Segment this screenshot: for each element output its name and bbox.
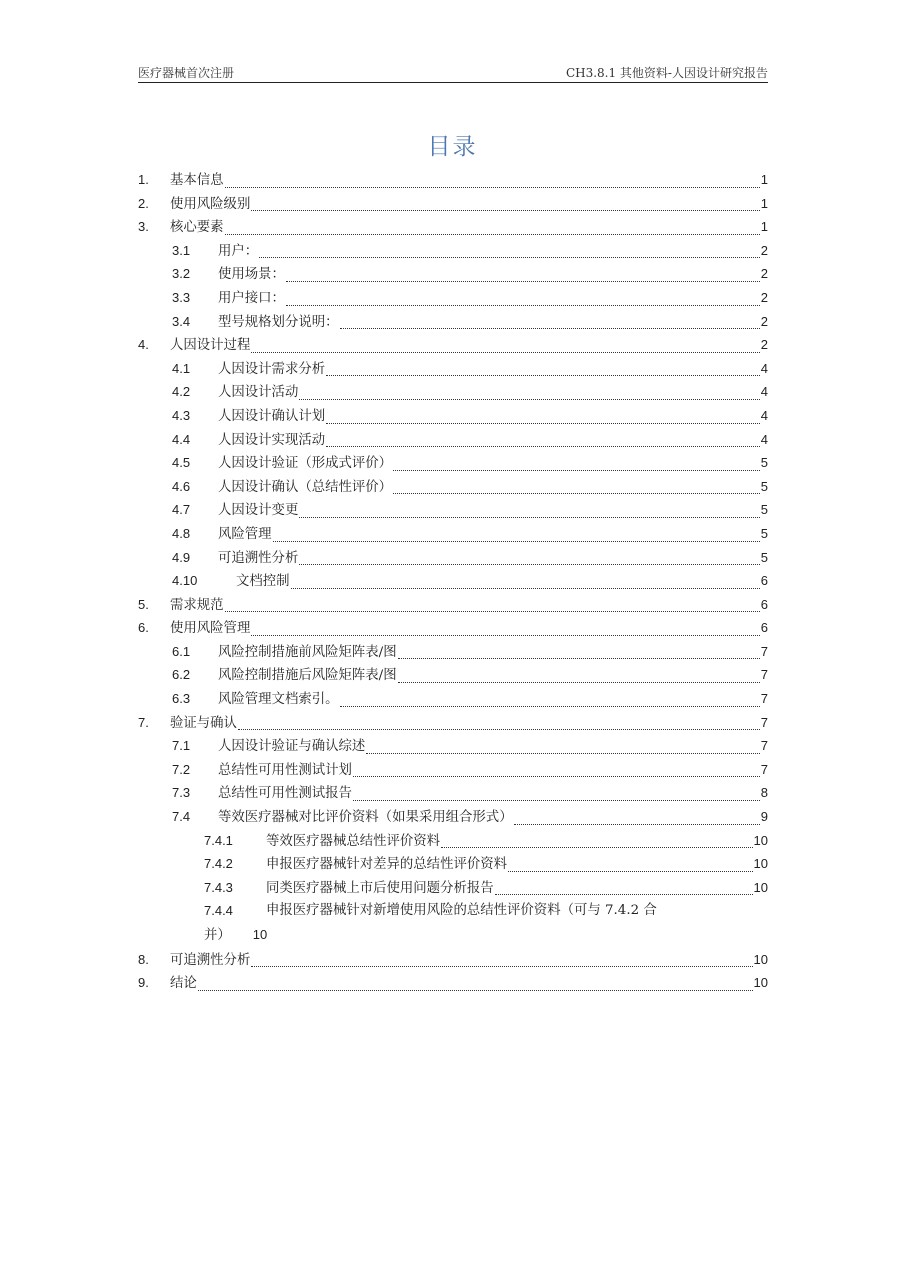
toc-entry-page: 10 xyxy=(252,927,268,942)
toc-entry-text: 使用风险管理 xyxy=(170,621,251,637)
toc-entry-page: 1 xyxy=(760,172,768,187)
toc-entry-page: 2 xyxy=(760,266,768,282)
toc-entry-number: 4.4 xyxy=(172,431,191,447)
toc-entry-page: 4 xyxy=(760,431,768,447)
toc-entry-number: 4.3 xyxy=(172,407,191,423)
toc-entry[interactable] xyxy=(138,734,768,758)
toc-entry-number: 3.2 xyxy=(172,266,191,282)
toc-entry-number: 4.8 xyxy=(172,525,191,541)
toc-entry-text: 总结性可用性测试报告 xyxy=(218,786,352,802)
toc-entry[interactable] xyxy=(138,215,768,239)
table-of-contents xyxy=(138,168,768,995)
toc-entry[interactable] xyxy=(138,640,768,664)
toc-dot-leader xyxy=(326,445,760,447)
toc-entry-page: 9 xyxy=(760,809,768,825)
toc-entry-page: 5 xyxy=(760,549,768,565)
toc-entry-text: 人因设计实现活动 xyxy=(218,432,326,448)
toc-entry[interactable] xyxy=(138,475,768,499)
toc-entry[interactable] xyxy=(138,428,768,452)
toc-entry-page: 10 xyxy=(753,879,768,895)
toc-dot-leader xyxy=(286,304,760,306)
toc-entry-page: 2 xyxy=(760,313,768,329)
toc-dot-leader xyxy=(340,327,760,329)
toc-entry-page: 2 xyxy=(760,242,768,258)
toc-dot-leader xyxy=(286,280,760,282)
toc-entry-number: 9. xyxy=(138,975,149,991)
toc-dot-leader xyxy=(398,681,760,683)
toc-entry[interactable] xyxy=(138,876,768,900)
toc-entry-text: 核心要素 xyxy=(170,220,224,236)
toc-entry[interactable] xyxy=(138,758,768,782)
toc-entry[interactable] xyxy=(138,852,768,876)
toc-entry-text: 等效医疗器械对比评价资料（如果采用组合形式） xyxy=(218,810,513,826)
toc-entry-page: 7 xyxy=(760,761,768,777)
toc-entry-text: 人因设计确认（总结性评价） xyxy=(218,479,393,495)
toc-entry-number: 4.1 xyxy=(172,360,191,376)
toc-entry-text: 使用场景： xyxy=(218,267,285,283)
toc-entry-page: 5 xyxy=(760,455,768,471)
toc-dot-leader xyxy=(238,728,760,730)
toc-entry[interactable] xyxy=(138,262,768,286)
toc-entry-number: 4.2 xyxy=(172,384,191,400)
toc-dot-leader xyxy=(508,870,753,872)
toc-entry-number: 7.4.3 xyxy=(204,879,233,895)
toc-entry[interactable] xyxy=(138,781,768,805)
toc-entry-text: 结论 xyxy=(170,976,197,992)
page-header xyxy=(138,62,768,82)
toc-entry-number: 4.5 xyxy=(172,455,191,471)
toc-entry-text: 可追溯性分析 xyxy=(218,550,299,566)
toc-entry[interactable] xyxy=(138,404,768,428)
toc-entry[interactable] xyxy=(138,239,768,263)
toc-entry-text: 用户接口： xyxy=(218,290,285,306)
toc-dot-leader xyxy=(225,233,760,235)
toc-dot-leader xyxy=(299,563,759,565)
toc-entry-number: 6. xyxy=(138,620,149,636)
toc-entry-number: 7.2 xyxy=(172,761,191,777)
toc-entry-text-continued: 并） xyxy=(204,928,231,943)
toc-dot-leader xyxy=(398,657,760,659)
toc-dot-leader xyxy=(393,492,760,494)
toc-dot-leader xyxy=(251,634,759,636)
toc-entry-number: 7. xyxy=(138,714,149,730)
toc-entry-page: 2 xyxy=(760,289,768,305)
toc-dot-leader xyxy=(259,256,760,258)
toc-dot-leader xyxy=(299,398,759,400)
toc-entry-number: 4. xyxy=(138,337,149,353)
toc-entry-number: 3.4 xyxy=(172,313,191,329)
toc-entry-page: 6 xyxy=(760,573,768,589)
toc-entry-page: 4 xyxy=(760,384,768,400)
toc-entry-number: 2. xyxy=(138,195,149,211)
toc-entry[interactable] xyxy=(138,829,768,853)
toc-entry-number: 4.6 xyxy=(172,478,191,494)
toc-entry-page: 1 xyxy=(760,195,768,211)
toc-entry-text: 人因设计变更 xyxy=(218,503,299,519)
toc-entry[interactable] xyxy=(138,948,768,972)
toc-entry-text: 使用风险级别 xyxy=(170,196,251,212)
toc-dot-leader xyxy=(251,209,759,211)
toc-entry-page: 10 xyxy=(753,832,768,848)
toc-dot-leader xyxy=(393,469,760,471)
toc-entry-text: 风险控制措施后风险矩阵表/图 xyxy=(218,668,397,684)
toc-dot-leader xyxy=(514,823,760,825)
toc-entry-page: 7 xyxy=(760,643,768,659)
toc-entry-page: 10 xyxy=(753,975,768,991)
toc-entry[interactable] xyxy=(138,286,768,310)
toc-dot-leader xyxy=(299,516,759,518)
toc-entry-text: 申报医疗器械针对新增使用风险的总结性评价资料（可与 7.4.2 合 xyxy=(266,903,657,919)
toc-title: 目录 xyxy=(427,134,478,160)
toc-dot-leader xyxy=(198,989,753,991)
toc-entry[interactable] xyxy=(138,711,768,735)
toc-entry-number: 8. xyxy=(138,951,149,967)
toc-entry-page: 7 xyxy=(760,667,768,683)
toc-entry[interactable] xyxy=(138,333,768,357)
toc-entry[interactable] xyxy=(138,192,768,216)
toc-entry-text: 人因设计过程 xyxy=(170,338,251,354)
toc-dot-leader xyxy=(225,610,760,612)
toc-dot-leader xyxy=(495,893,753,895)
toc-entry-page: 5 xyxy=(760,502,768,518)
toc-entry-number: 4.7 xyxy=(172,502,191,518)
toc-entry-page: 4 xyxy=(760,360,768,376)
toc-dot-leader xyxy=(340,705,760,707)
header-rule xyxy=(138,82,768,83)
toc-entry[interactable] xyxy=(138,569,768,593)
toc-entry-text: 用户： xyxy=(218,243,259,259)
toc-entry-text: 型号规格划分说明： xyxy=(218,314,339,330)
toc-entry-text: 人因设计验证与确认综述 xyxy=(218,739,366,755)
toc-entry-text: 可追溯性分析 xyxy=(170,952,251,968)
toc-entry-text: 人因设计需求分析 xyxy=(218,361,326,377)
toc-entry-number: 5. xyxy=(138,596,149,612)
toc-dot-leader xyxy=(353,799,760,801)
toc-entry-number: 4.9 xyxy=(172,549,191,565)
toc-entry-number: 6.2 xyxy=(172,667,191,683)
toc-entry-page: 7 xyxy=(760,738,768,754)
toc-entry-text: 验证与确认 xyxy=(170,715,237,731)
toc-entry[interactable] xyxy=(138,451,768,475)
toc-entry-number: 6.3 xyxy=(172,691,191,707)
header-right: CH3.8.1 其他资料-人因设计研究报告 xyxy=(565,66,768,80)
toc-dot-leader xyxy=(251,351,759,353)
toc-entry[interactable] xyxy=(138,546,768,570)
toc-entry-number: 6.1 xyxy=(172,643,191,659)
toc-dot-leader xyxy=(441,846,752,848)
toc-entry-number: 7.4 xyxy=(172,809,191,825)
toc-entry[interactable] xyxy=(138,310,768,334)
toc-dot-leader xyxy=(326,374,760,376)
toc-entry[interactable] xyxy=(138,593,768,617)
toc-dot-leader xyxy=(366,752,759,754)
toc-entry-page: 6 xyxy=(760,596,768,612)
toc-entry[interactable] xyxy=(138,663,768,687)
toc-dot-leader xyxy=(225,186,760,188)
toc-entry[interactable] xyxy=(138,357,768,381)
toc-entry-page: 8 xyxy=(760,785,768,801)
toc-entry-page: 2 xyxy=(760,337,768,353)
toc-entry[interactable] xyxy=(138,899,768,947)
toc-entry[interactable] xyxy=(138,805,768,829)
toc-entry-number: 7.4.1 xyxy=(204,832,233,848)
toc-entry-page: 7 xyxy=(760,691,768,707)
toc-entry-number: 3.1 xyxy=(172,242,191,258)
toc-entry-text: 文档控制 xyxy=(236,574,290,590)
toc-entry-text: 基本信息 xyxy=(170,173,224,188)
toc-dot-leader xyxy=(326,422,760,424)
toc-entry-text: 同类医疗器械上市后使用问题分析报告 xyxy=(266,880,494,896)
toc-entry-number: 4.10 xyxy=(172,573,198,589)
toc-entry[interactable] xyxy=(138,380,768,404)
toc-entry-number: 7.3 xyxy=(172,785,191,801)
toc-dot-leader xyxy=(251,965,752,967)
toc-entry-number: 7.4.4 xyxy=(204,903,233,919)
toc-entry[interactable] xyxy=(138,168,768,192)
toc-entry-text: 风险管理 xyxy=(218,526,272,542)
toc-entry-page: 5 xyxy=(760,478,768,494)
toc-entry-page: 6 xyxy=(760,620,768,636)
toc-entry[interactable] xyxy=(138,616,768,640)
toc-entry-page: 7 xyxy=(760,714,768,730)
toc-entry-page: 1 xyxy=(760,219,768,235)
toc-entry-text: 人因设计确认计划 xyxy=(218,408,326,424)
toc-entry-number: 7.1 xyxy=(172,738,191,754)
toc-dot-leader xyxy=(291,587,760,589)
toc-entry-text: 总结性可用性测试计划 xyxy=(218,762,352,778)
toc-entry-text: 人因设计活动 xyxy=(218,385,299,401)
toc-entry-text: 人因设计验证（形成式评价） xyxy=(218,456,393,472)
toc-entry-number: 3.3 xyxy=(172,289,191,305)
toc-entry[interactable] xyxy=(138,687,768,711)
toc-dot-leader xyxy=(353,775,760,777)
toc-entry[interactable] xyxy=(138,522,768,546)
toc-dot-leader xyxy=(273,540,760,542)
toc-entry-text: 等效医疗器械总结性评价资料 xyxy=(266,833,441,849)
toc-entry-number: 3. xyxy=(138,219,149,235)
toc-entry-page: 10 xyxy=(753,856,768,872)
toc-entry[interactable] xyxy=(138,971,768,995)
toc-entry[interactable] xyxy=(138,498,768,522)
toc-entry-number: 7.4.2 xyxy=(204,856,233,872)
toc-entry-number: 1. xyxy=(138,172,149,187)
toc-entry-page: 10 xyxy=(753,951,768,967)
header-left: 医疗器械首次注册 xyxy=(138,66,235,80)
toc-entry-text: 风险控制措施前风险矩阵表/图 xyxy=(218,644,397,660)
toc-entry-page: 5 xyxy=(760,525,768,541)
toc-entry-text: 风险管理文档索引。 xyxy=(218,692,339,708)
toc-entry-text: 申报医疗器械针对差异的总结性评价资料 xyxy=(266,857,508,873)
toc-entry-text: 需求规范 xyxy=(170,597,224,613)
toc-entry-page: 4 xyxy=(760,407,768,423)
